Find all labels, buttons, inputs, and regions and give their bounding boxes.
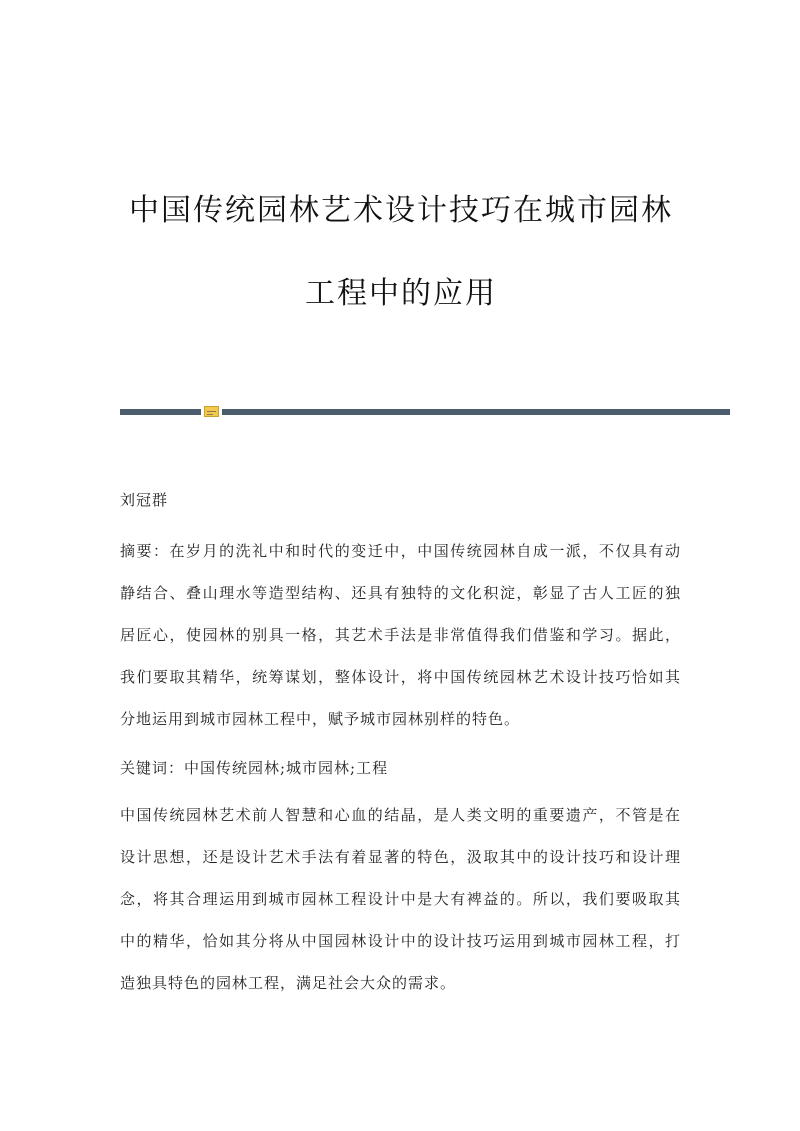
title-line-2: 工程中的应用 — [305, 276, 497, 311]
author-name: 刘冠群 — [120, 491, 169, 509]
keywords-section — [120, 747, 680, 789]
abstract-line: 静结合、叠山理水等造型结构、还具有独特的文化积淀，彰显了古人工匠的独 — [120, 584, 680, 602]
title-line-1: 中国传统园林艺术设计技巧在城市园林 — [129, 193, 673, 228]
keywords-line: 关键词：中国传统园林;城市园林;工程 — [120, 759, 389, 777]
title-divider-right — [222, 409, 730, 415]
abstract-line: 摘要：在岁月的洗礼中和时代的变迁中，中国传统园林自成一派，不仅具有动 — [120, 542, 680, 560]
body-line: 设计思想，还是设计艺术手法有着显著的特色，汲取其中的设计技巧和设计理 — [120, 848, 680, 866]
divider-ornament-icon — [204, 406, 219, 417]
abstract-line: 我们要取其精华，统筹谋划，整体设计，将中国传统园林艺术设计技巧恰如其 — [120, 668, 680, 686]
body-line: 中国传统园林艺术前人智慧和心血的结晶，是人类文明的重要遗产，不管是在 — [120, 806, 680, 824]
abstract-line: 居匠心，使园林的别具一格，其艺术手法是非常值得我们借鉴和学习。据此， — [120, 626, 680, 644]
body-line: 念，将其合理运用到城市园林工程设计中是大有裨益的。所以，我们要吸取其 — [120, 890, 680, 908]
title-divider-left — [120, 409, 201, 415]
body-line: 造独具特色的园林工程，满足社会大众的需求。 — [120, 974, 457, 992]
body-line: 中的精华，恰如其分将从中国园林设计中的设计技巧运用到城市园林工程，打 — [120, 932, 680, 950]
paper-title — [0, 169, 800, 335]
abstract-line: 分地运用到城市园林工程中，赋予城市园林别样的特色。 — [120, 710, 521, 728]
abstract-section — [120, 530, 680, 740]
body-paragraph — [120, 794, 680, 1004]
author-section — [120, 479, 680, 521]
